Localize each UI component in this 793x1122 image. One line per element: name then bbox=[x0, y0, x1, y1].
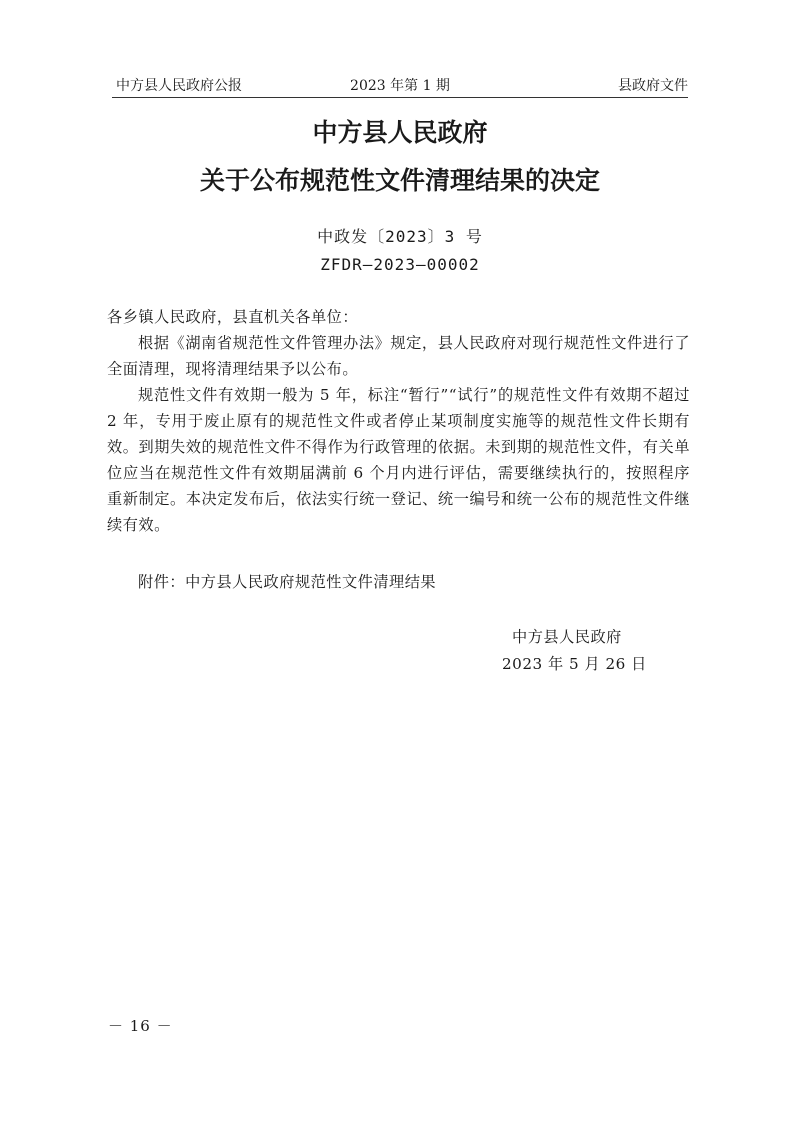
header-publication-name: 中方县人民政府公报 bbox=[116, 78, 242, 94]
header-divider bbox=[112, 97, 688, 98]
body-paragraph-1: 根据《湖南省规范性文件管理办法》规定，县人民政府对现行规范性文件进行了全面清理，现将清理结果予以公布。 bbox=[107, 334, 690, 378]
document-title-line-2: 关于公布规范性文件清理结果的决定 bbox=[199, 166, 600, 195]
attachment-note: 附件：中方县人民政府规范性文件清理结果 bbox=[138, 573, 437, 591]
page-number: － 16 － bbox=[108, 1017, 173, 1035]
document-title-line-1: 中方县人民政府 bbox=[312, 118, 488, 147]
running-header bbox=[112, 76, 688, 96]
salutation: 各乡镇人民政府，县直机关各单位： bbox=[107, 308, 358, 326]
header-issue: 2023 年第 1 期 bbox=[350, 78, 450, 94]
header-section: 县政府文件 bbox=[618, 78, 688, 94]
signature-date: 2023 年 5 月 26 日 bbox=[502, 655, 647, 673]
body-paragraph-2: 规范性文件有效期一般为 5 年，标注“暂行”“试行”的规范性文件有效期不超过 2 年，专用于废止原有的规范性文件或者停止某项制度实施等的规范性文件长期有效。到期失效的规范性文件不得作为行政管理的依据。未到期的规范性文件，有关单位应当在规范性文件有效期届满前 6 个月内进行评估，需要继续执行的，按照程序重新制定。本决定发布后，依法实行统一登记、统一编号和统一公布的规范性文件继续有效。 bbox=[107, 386, 690, 534]
signature-organization: 中方县人民政府 bbox=[512, 628, 622, 646]
document-number: 中政发〔2023〕3 号 bbox=[317, 227, 483, 246]
document-registration-id: ZFDR—2023—00002 bbox=[320, 255, 480, 274]
